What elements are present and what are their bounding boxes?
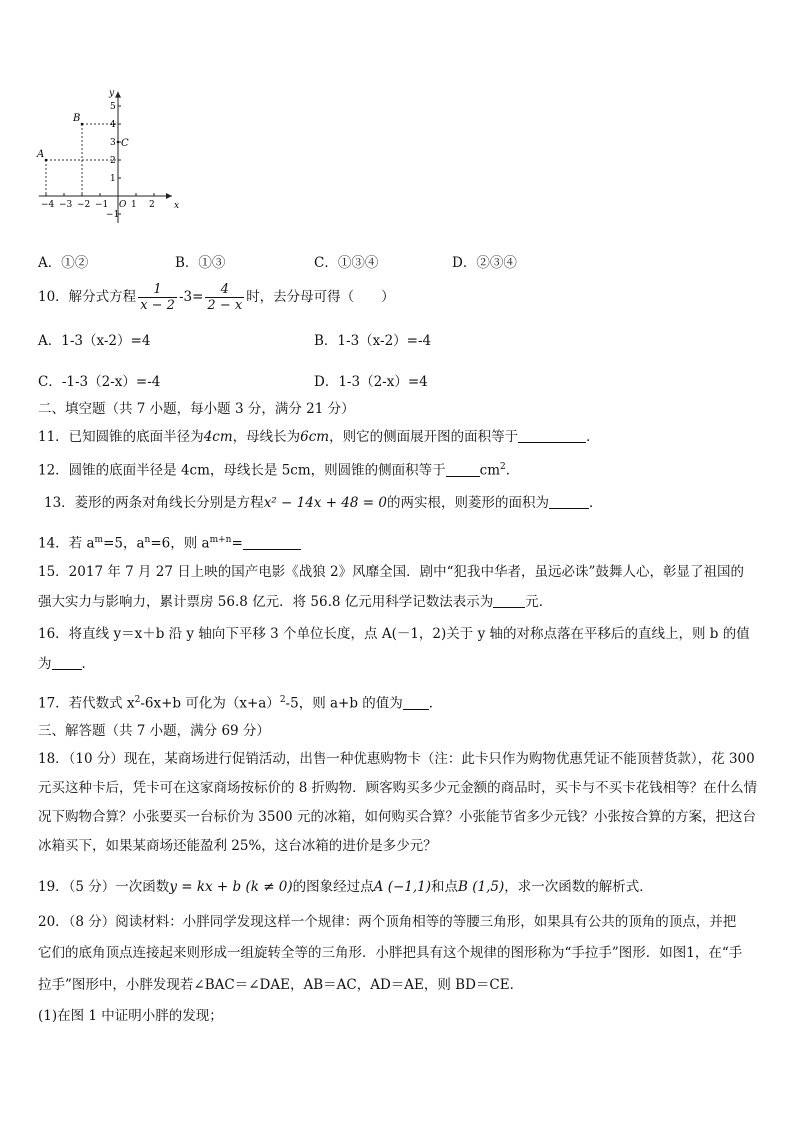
y-tick-label: 3 [110, 138, 116, 148]
q11-slant: 6cm [300, 429, 330, 445]
q10-mid: -3= [178, 289, 204, 305]
q14-end: = [231, 535, 243, 552]
q14-answer-blank[interactable] [243, 535, 301, 550]
q19-and: 和点 [431, 879, 459, 895]
question-20-line-4: (1)在图 1 中证明小胖的发现； [38, 1008, 223, 1024]
point-b [81, 123, 84, 126]
question-15-line-2 [38, 593, 552, 611]
q15-end: 元． [525, 594, 553, 610]
q10-option-c[interactable]: C．-1-3（2-x）=-4 [38, 374, 161, 390]
coordinate-graph [38, 85, 188, 220]
x-tick-label: O [119, 200, 127, 210]
q14-exp-n: n [144, 535, 151, 545]
y-tick-label: 5 [110, 102, 116, 112]
q10-frac1-num: 1 [138, 282, 177, 298]
q17-text: 17．若代数式 x [38, 695, 135, 712]
q14-exp-mn: m+n [209, 535, 232, 545]
q10-option-d[interactable]: D．1-3（2-x）=4 [314, 374, 428, 390]
q12-unit: cm [479, 462, 501, 479]
q10-option-a[interactable]: A．1-3（x-2）=4 [38, 333, 151, 349]
question-15-line-1: 15．2017 年 7 月 27 日上映的国产电影《战狼 2》风靡全国．剧中“犯我中华者，虽远必诛”鼓舞人心，彰显了祖国的 [38, 564, 744, 580]
q12-text: 12．圆锥的底面半径是 4cm，母线长是 5cm，则圆锥的侧面积等于 [38, 462, 446, 479]
q15-text: 强大实力与影响力，累计票房 56.8 亿元．将 56.8 亿元用科学记数法表示为 [38, 594, 494, 610]
y-tick-label: −1 [106, 210, 120, 220]
point-a [45, 159, 48, 162]
q13-text: 13．菱形的两条对角线长分别是方程 [44, 495, 264, 511]
x-tick-label: −2 [77, 200, 91, 210]
q13-text-post: 的两实根，则菱形的面积为 [386, 495, 549, 511]
x-tick-label: −4 [41, 200, 55, 210]
question-10 [38, 282, 395, 313]
q10-frac2-num: 4 [205, 282, 244, 298]
question-20-line-3: 拉手”图形中，小胖发现若∠BAC＝∠DAE，AB＝AC，AD＝AE，则 BD＝CE． [38, 977, 524, 993]
q10-fraction-2 [205, 282, 244, 313]
x-tick-label: −3 [59, 200, 73, 210]
q13-end: ． [588, 495, 603, 511]
q12-unit-exp: 2 [500, 462, 506, 472]
q10-frac1-den: x − 2 [140, 298, 175, 313]
q17-text-post: -5，则 a+b 的值为 [285, 695, 403, 712]
question-20-line-2: 它们的底角顶点连接起来则形成一组旋转全等的三角形．小胖把具有这个规律的图形称为“手拉手”图形．如图1，在“手 [38, 945, 743, 961]
q9-option-b[interactable]: B．①③ [175, 255, 226, 271]
q17-exp: 2 [134, 695, 141, 705]
point-label-c: C [121, 138, 129, 149]
q10-option-b[interactable]: B．1-3（x-2）=-4 [314, 333, 432, 349]
q11-text-post: ，则它的侧面展开图的面积等于 [329, 429, 519, 445]
point-c [117, 141, 120, 144]
q10-suffix: 时，去分母可得（ ） [246, 289, 395, 305]
q13-answer-blank[interactable] [549, 494, 589, 509]
q19-point-a: A (−1,1) [373, 879, 432, 895]
q12-end: ． [505, 462, 520, 479]
x-tick-label: 2 [149, 200, 155, 210]
point-label-b: B [73, 113, 81, 124]
q19-text-mid: 的图象经过点 [292, 879, 374, 895]
q19-text: 19．（5 分）一次函数 [38, 879, 170, 895]
q14-text-1: =5，a [103, 535, 145, 552]
q11-answer-blank[interactable] [518, 428, 586, 443]
y-axis-name: y [109, 88, 115, 99]
q14-text-2: =6，则 a [150, 535, 210, 552]
x-axis-name: x [174, 201, 180, 211]
q19-function: y = kx + b (k ≠ 0) [169, 879, 293, 895]
question-11 [38, 428, 600, 446]
q10-prefix: 10．解分式方程 [38, 289, 137, 305]
y-axis-arrow [115, 92, 121, 98]
q9-option-c[interactable]: C．①③④ [314, 255, 379, 271]
x-tick-label: −1 [95, 200, 109, 210]
question-20-line-1: 20．（8 分）阅读材料：小胖同学发现这样一个规律：两个顶角相等的等腰三角形，如果具有公共的顶角的顶点，并把 [38, 914, 737, 930]
y-tick-label: 4 [110, 120, 116, 130]
q11-text: 11．已知圆锥的底面半径为 [38, 429, 204, 445]
q19-text-post: ，求一次函数的解析式． [504, 879, 653, 895]
point-label-a: A [37, 149, 45, 160]
q9-option-d[interactable]: D．②③④ [452, 255, 517, 271]
question-16-line-1: 16．将直线 y＝x＋b 沿 y 轴向下平移 3 个单位长度，点 A(－1，2)关于 y 轴的对称点落在平移后的直线上，则 b 的值 [38, 626, 750, 642]
q14-exp-m: m [94, 535, 104, 545]
q19-point-b: B (1,5) [458, 879, 505, 895]
q11-radius: 4cm [203, 429, 233, 445]
q16-answer-blank[interactable] [52, 655, 82, 670]
q11-end: ． [586, 429, 600, 445]
question-17 [38, 691, 442, 713]
y-tick-label: 1 [110, 174, 116, 184]
question-13 [44, 494, 602, 512]
q15-answer-blank[interactable] [493, 593, 525, 608]
section-2-heading: 二、填空题（共 7 小题，每小题 3 分，满分 21 分） [38, 401, 355, 417]
question-14 [38, 531, 301, 553]
q17-text-mid: -6x+b 可化为（x+a） [140, 695, 280, 712]
question-18: 18．（10 分）现在，某商场进行促销活动，出售一种优惠购物卡（注：此卡只作为购物优惠凭证不能顶替货款），花 300 元买这种卡后，凭卡可在这家商场按标价的 8 折购物．顾客购买多少元金额的商品时，买卡与不买卡花钱相等？在什么情况下购物合算？小张要买一台标价为 3500 元的冰箱，如何购买合算？小张能节省多少元钱？小张按合算的方案，把这台冰箱买下，如果某商场还能盈利 25%，这台冰箱的进价是多少元？ [38, 751, 758, 854]
q17-exp-2: 2 [279, 695, 286, 705]
q17-end: ． [428, 695, 443, 712]
question-19 [38, 878, 653, 896]
x-tick-label: 1 [131, 200, 137, 210]
q17-answer-blank[interactable] [403, 695, 429, 710]
q11-text-mid: ，母线长为 [232, 429, 301, 445]
y-tick-label: 2 [110, 156, 116, 166]
q16-end: ． [81, 656, 95, 672]
q13-equation: x² − 14x + 48 = 0 [263, 495, 387, 511]
q9-option-a[interactable]: A．①② [38, 255, 89, 271]
q10-fraction-1 [138, 282, 177, 313]
q10-frac2-den: 2 − x [207, 298, 243, 313]
q14-text: 14．若 a [38, 535, 95, 552]
x-axis-arrow [166, 193, 172, 199]
q16-text: 为 [38, 656, 52, 672]
question-16-line-2 [38, 655, 95, 673]
section-3-heading: 三、解答题（共 7 小题，满分 69 分） [38, 723, 270, 739]
question-12 [38, 458, 519, 480]
q12-answer-blank[interactable] [446, 462, 480, 477]
